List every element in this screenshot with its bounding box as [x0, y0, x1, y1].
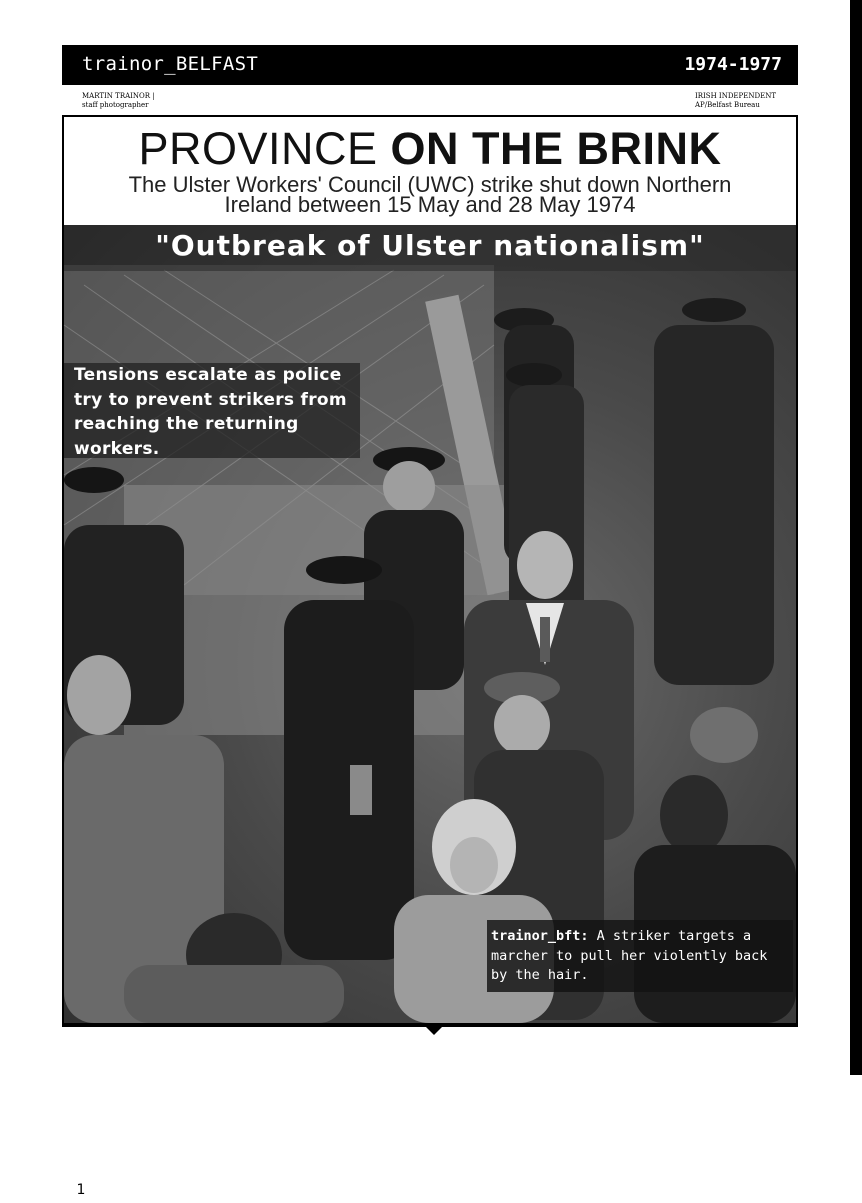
publication-credit: [695, 92, 776, 110]
page-edge: [850, 0, 862, 1075]
article-header: [64, 117, 796, 225]
brand-title: trainor_BELFAST: [82, 53, 259, 75]
headline-light: PROVINCE: [138, 123, 378, 174]
pull-quote: "Outbreak of Ulster nationalism": [155, 229, 705, 262]
photo-caption-left: Tensions escalate as police try to prevent strikers from reaching the returning workers.: [64, 363, 360, 458]
quote-banner: [64, 225, 796, 271]
photographer-role: staff photographer: [82, 101, 149, 109]
headline-bold: ON THE BRINK: [390, 123, 722, 174]
page-pointer-icon: [422, 1023, 446, 1035]
photographer-credit: [82, 92, 155, 110]
feature-photo: [64, 225, 796, 1198]
subheadline: The Ulster Workers' Council (UWC) strike shut down Northern Ireland between 15 May and 28 May 1974: [128, 172, 732, 217]
masthead-bar: [62, 45, 798, 85]
credits-row: [62, 85, 798, 117]
bureau-name: AP/Belfast Bureau: [695, 101, 760, 109]
article-page: [62, 45, 798, 1198]
caption-handle: trainor_bft:: [491, 928, 589, 944]
page-number: 1: [66, 1177, 96, 1203]
headline: [64, 117, 796, 175]
caption-text: A striker targets a marcher to pull her violently back by the hair.: [491, 928, 768, 983]
photo-caption-right: [487, 920, 793, 992]
year-range: 1974-1977: [684, 54, 782, 75]
photo-illustration: [64, 225, 796, 1023]
photographer-name: MARTIN TRAINOR |: [82, 92, 155, 100]
publication-name: IRISH INDEPENDENT: [695, 92, 776, 100]
